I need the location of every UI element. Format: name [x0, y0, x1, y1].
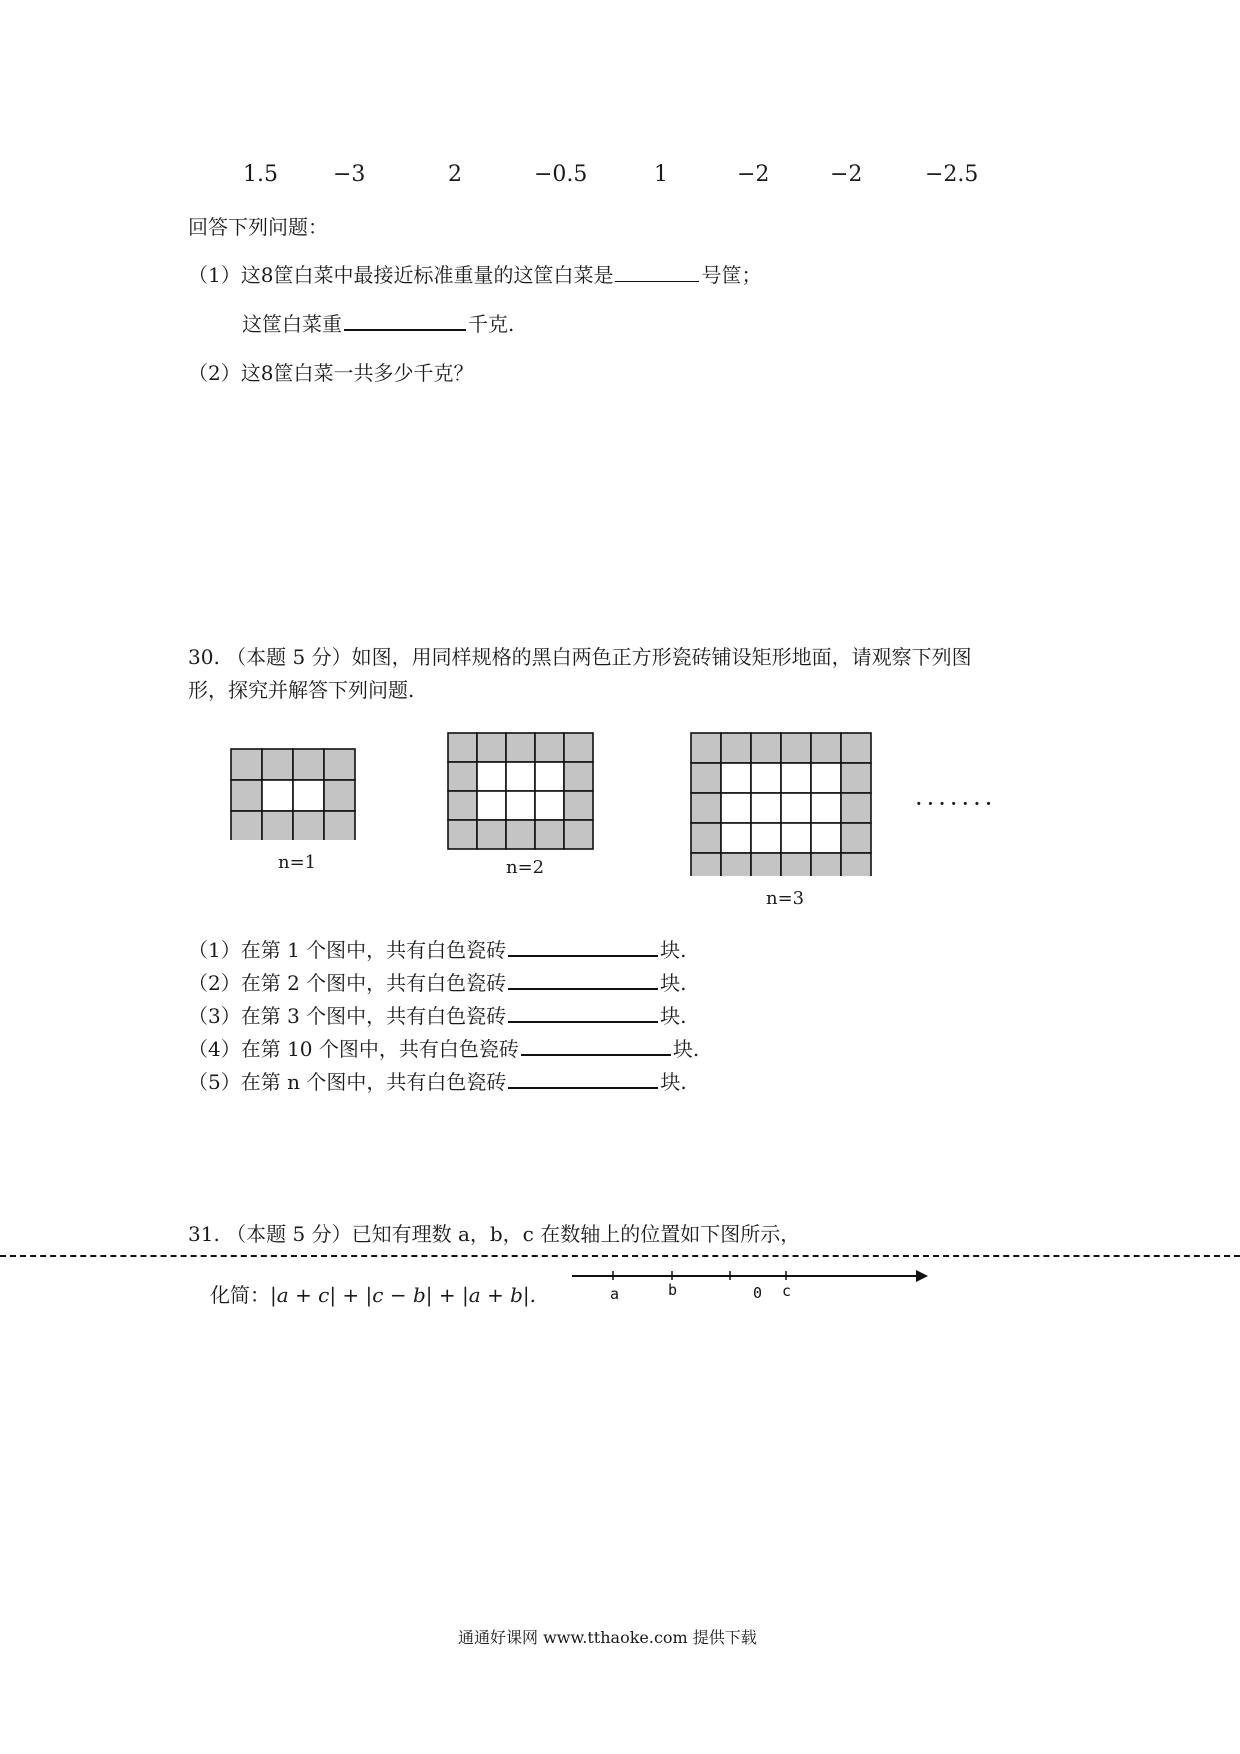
white-tile	[477, 762, 506, 791]
value-1: 1.5	[243, 162, 278, 187]
simplify-label: 化简：	[210, 1283, 270, 1307]
q30-sub5-unit: 块.	[660, 1070, 687, 1094]
abs-expression: |a + c| + |c − b| + |a + b|.	[270, 1283, 537, 1307]
q30-sub4	[188, 1033, 699, 1062]
white-tile	[751, 823, 781, 853]
gray-tile	[293, 749, 324, 780]
number-line	[568, 1262, 928, 1302]
caption-n2: n=2	[506, 857, 545, 878]
gray-tile	[564, 791, 593, 820]
gray-tile	[841, 853, 871, 876]
axis-label-c: c	[782, 1282, 792, 1300]
gray-tile	[477, 733, 506, 762]
axis-label-b: b	[668, 1281, 678, 1299]
answer-blank[interactable]	[344, 328, 466, 331]
gray-tile	[691, 733, 721, 763]
caption-n1: n=1	[278, 852, 317, 873]
white-tile	[751, 763, 781, 793]
value-7: −2	[830, 162, 863, 187]
white-tile	[751, 793, 781, 823]
white-tile	[535, 762, 564, 791]
q31-simplify	[210, 1279, 536, 1308]
answer-blank[interactable]	[615, 280, 699, 282]
q30-sub5	[188, 1066, 687, 1095]
tile-figure-n3	[690, 732, 876, 876]
gray-tile	[477, 820, 506, 849]
gray-tile	[448, 762, 477, 791]
axis-label-a: a	[610, 1285, 620, 1302]
q30-sub1-unit: 块.	[660, 938, 687, 962]
gray-tile	[293, 811, 324, 840]
q30-sub2	[188, 967, 687, 996]
q30-sub4-unit: 块.	[672, 1037, 700, 1061]
gray-tile	[448, 791, 477, 820]
axis-label-0: 0	[753, 1284, 763, 1302]
q30-line2: 形，探究并解答下列问题.	[188, 678, 415, 702]
gray-tile	[751, 853, 781, 876]
white-tile	[811, 823, 841, 853]
q29-weight-unit: 千克.	[468, 312, 515, 336]
answer-blank[interactable]	[508, 954, 658, 957]
gray-tile	[535, 820, 564, 849]
q30-sub2-unit: 块.	[660, 971, 687, 995]
gray-tile	[324, 749, 355, 780]
white-tile	[535, 791, 564, 820]
arrow-head	[916, 1270, 928, 1282]
q30-sub2-text: （2）在第 2 个图中，共有白色瓷砖	[188, 971, 507, 995]
ellipsis: ·······	[915, 790, 997, 818]
white-tile	[721, 763, 751, 793]
answer-blank[interactable]	[508, 987, 658, 990]
white-tile	[293, 780, 324, 811]
gray-tile	[564, 762, 593, 791]
white-tile	[721, 793, 751, 823]
q29-part1-text: （1）这8筐白菜中最接近标准重量的这筐白菜是	[188, 263, 614, 287]
tile-figure-n1	[230, 748, 358, 840]
gray-tile	[324, 780, 355, 811]
white-tile	[721, 823, 751, 853]
gray-tile	[691, 793, 721, 823]
white-tile	[477, 791, 506, 820]
white-tile	[781, 763, 811, 793]
q30-sub5-text: （5）在第 n 个图中，共有白色瓷砖	[188, 1070, 507, 1094]
gray-tile	[506, 733, 535, 762]
gray-tile	[721, 853, 751, 876]
gray-tile	[564, 733, 593, 762]
gray-tile	[231, 811, 262, 840]
q29-part1	[188, 259, 761, 288]
gray-tile	[691, 823, 721, 853]
value-4: −0.5	[534, 162, 588, 187]
value-3: 2	[448, 162, 462, 187]
gray-tile	[751, 733, 781, 763]
answer-blank[interactable]	[508, 1086, 658, 1089]
white-tile	[262, 780, 293, 811]
q30-line1: 30. （本题 5 分）如图，用同样规格的黑白两色正方形瓷砖铺设矩形地面，请观察下列图	[188, 645, 972, 669]
gray-tile	[262, 811, 293, 840]
gray-tile	[324, 811, 355, 840]
gray-tile	[841, 823, 871, 853]
q30-sub1-text: （1）在第 1 个图中，共有白色瓷砖	[188, 938, 507, 962]
gray-tile	[564, 820, 593, 849]
q29-prompt: 回答下列问题：	[188, 215, 328, 239]
gray-tile	[691, 853, 721, 876]
q30-sub1	[188, 934, 687, 963]
value-8: −2.5	[925, 162, 979, 187]
q31-line1: 31. （本题 5 分）已知有理数 a，b，c 在数轴上的位置如下图所示，	[188, 1222, 801, 1246]
answer-blank[interactable]	[521, 1053, 671, 1056]
tile-figure-n2	[447, 732, 595, 856]
white-tile	[506, 791, 535, 820]
cut-line	[0, 1255, 1240, 1257]
answer-blank[interactable]	[508, 1020, 658, 1023]
gray-tile	[811, 853, 841, 876]
gray-tile	[691, 763, 721, 793]
gray-tile	[781, 733, 811, 763]
value-5: 1	[654, 162, 668, 187]
gray-tile	[811, 733, 841, 763]
gray-tile	[841, 763, 871, 793]
white-tile	[781, 823, 811, 853]
value-2: −3	[333, 162, 366, 187]
value-6: −2	[737, 162, 770, 187]
gray-tile	[448, 820, 477, 849]
white-tile	[811, 763, 841, 793]
q29-weight-text: 这筐白菜重	[242, 312, 342, 336]
gray-tile	[841, 733, 871, 763]
q29-part1-suffix: 号筐；	[701, 263, 762, 287]
white-tile	[811, 793, 841, 823]
q29-part2: （2）这8筐白菜一共多少千克？	[188, 361, 474, 385]
gray-tile	[535, 733, 564, 762]
gray-tile	[231, 780, 262, 811]
q30-sub4-text: （4）在第 10 个图中，共有白色瓷砖	[188, 1037, 519, 1061]
gray-tile	[448, 733, 477, 762]
q30-sub3-text: （3）在第 3 个图中，共有白色瓷砖	[188, 1004, 507, 1028]
white-tile	[781, 793, 811, 823]
q30-sub3	[188, 1000, 687, 1029]
q29-part1b	[242, 308, 514, 337]
gray-tile	[506, 820, 535, 849]
q30-sub3-unit: 块.	[660, 1004, 687, 1028]
gray-tile	[721, 733, 751, 763]
gray-tile	[262, 749, 293, 780]
white-tile	[506, 762, 535, 791]
gray-tile	[781, 853, 811, 876]
caption-n3: n=3	[766, 888, 805, 909]
gray-tile	[841, 793, 871, 823]
footer-credit: 通通好课网 www.tthaoke.com 提供下载	[458, 1628, 757, 1647]
gray-tile	[231, 749, 262, 780]
